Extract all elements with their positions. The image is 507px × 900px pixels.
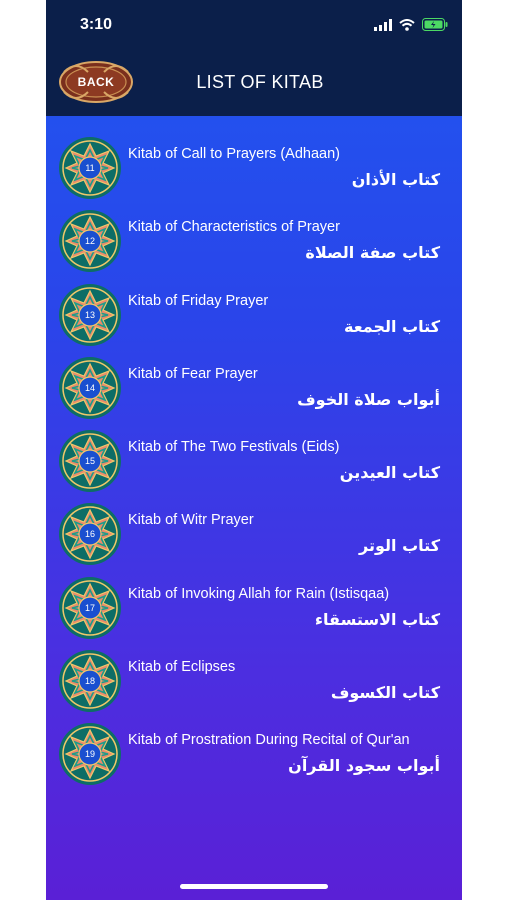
kitab-title-english: Kitab of Witr Prayer [128,512,254,529]
kitab-title-english: Kitab of Prostration During Recital of Qur'an [128,732,410,749]
list-item[interactable] [46,572,462,645]
home-indicator[interactable] [180,884,328,889]
list-item[interactable] [46,205,462,278]
kitab-title-arabic: كتاب الجمعة [344,316,440,336]
kitab-title-arabic: كتاب الاستسقاء [314,609,440,629]
badge-number: 18 [84,676,95,687]
list-item[interactable] [46,718,462,791]
geometric-star-icon [58,722,122,786]
kitab-title-english: Kitab of Eclipses [128,659,236,676]
geometric-star-icon [58,209,122,273]
geometric-star-icon [58,136,122,200]
badge-number: 19 [84,749,95,760]
list-item[interactable] [46,279,462,352]
geometric-star-icon [58,649,122,713]
kitab-title-english: Kitab of Characteristics of Prayer [128,219,340,236]
kitab-title-english: Kitab of Friday Prayer [128,292,269,309]
list-item[interactable] [46,645,462,718]
list-item[interactable] [46,425,462,498]
battery-icon [422,18,448,31]
list-item[interactable] [46,498,462,571]
badge-number: 16 [84,529,95,540]
app-screen [46,0,462,900]
badge-number: 15 [84,456,95,467]
geometric-star-icon [58,356,122,420]
kitab-title-arabic: كتاب الأذان [351,170,440,189]
kitab-title-arabic: أبواب صلاة الخوف [297,389,440,409]
geometric-star-icon [58,429,122,493]
badge-number: 11 [85,163,95,173]
kitab-title-arabic: كتاب الوتر [359,536,440,556]
kitab-title-arabic: أبواب سجود القرآن [288,756,440,776]
geometric-star-icon [58,502,122,566]
badge-number: 14 [84,382,95,393]
badge-number: 13 [84,309,95,320]
kitab-title-arabic: كتاب العيدين [339,463,440,483]
navigation-bar [46,52,462,116]
wifi-icon [399,19,415,31]
kitab-title-english: Kitab of The Two Festivals (Eids) [128,439,340,456]
kitab-title-arabic: كتاب صفة الصلاة [305,243,440,263]
kitab-title-arabic: كتاب الكسوف [330,683,440,703]
status-icons [374,18,448,31]
status-bar [46,0,462,52]
badge-number: 12 [84,236,95,247]
badge-number: 17 [84,602,95,613]
page-title: LIST OF KITAB [196,72,324,92]
geometric-star-icon [58,576,122,640]
list-item[interactable] [46,132,462,205]
signal-icon [374,19,392,31]
list-item[interactable] [46,352,462,425]
back-button-label: BACK [77,75,115,89]
kitab-title-english: Kitab of Fear Prayer [128,365,258,382]
kitab-title-english: Kitab of Call to Prayers (Adhaan) [128,146,340,162]
kitab-list [46,132,462,792]
status-time: 3:10 [80,16,113,33]
geometric-star-icon [58,283,122,347]
kitab-title-english: Kitab of Invoking Allah for Rain (Istisqaa) [128,585,390,602]
